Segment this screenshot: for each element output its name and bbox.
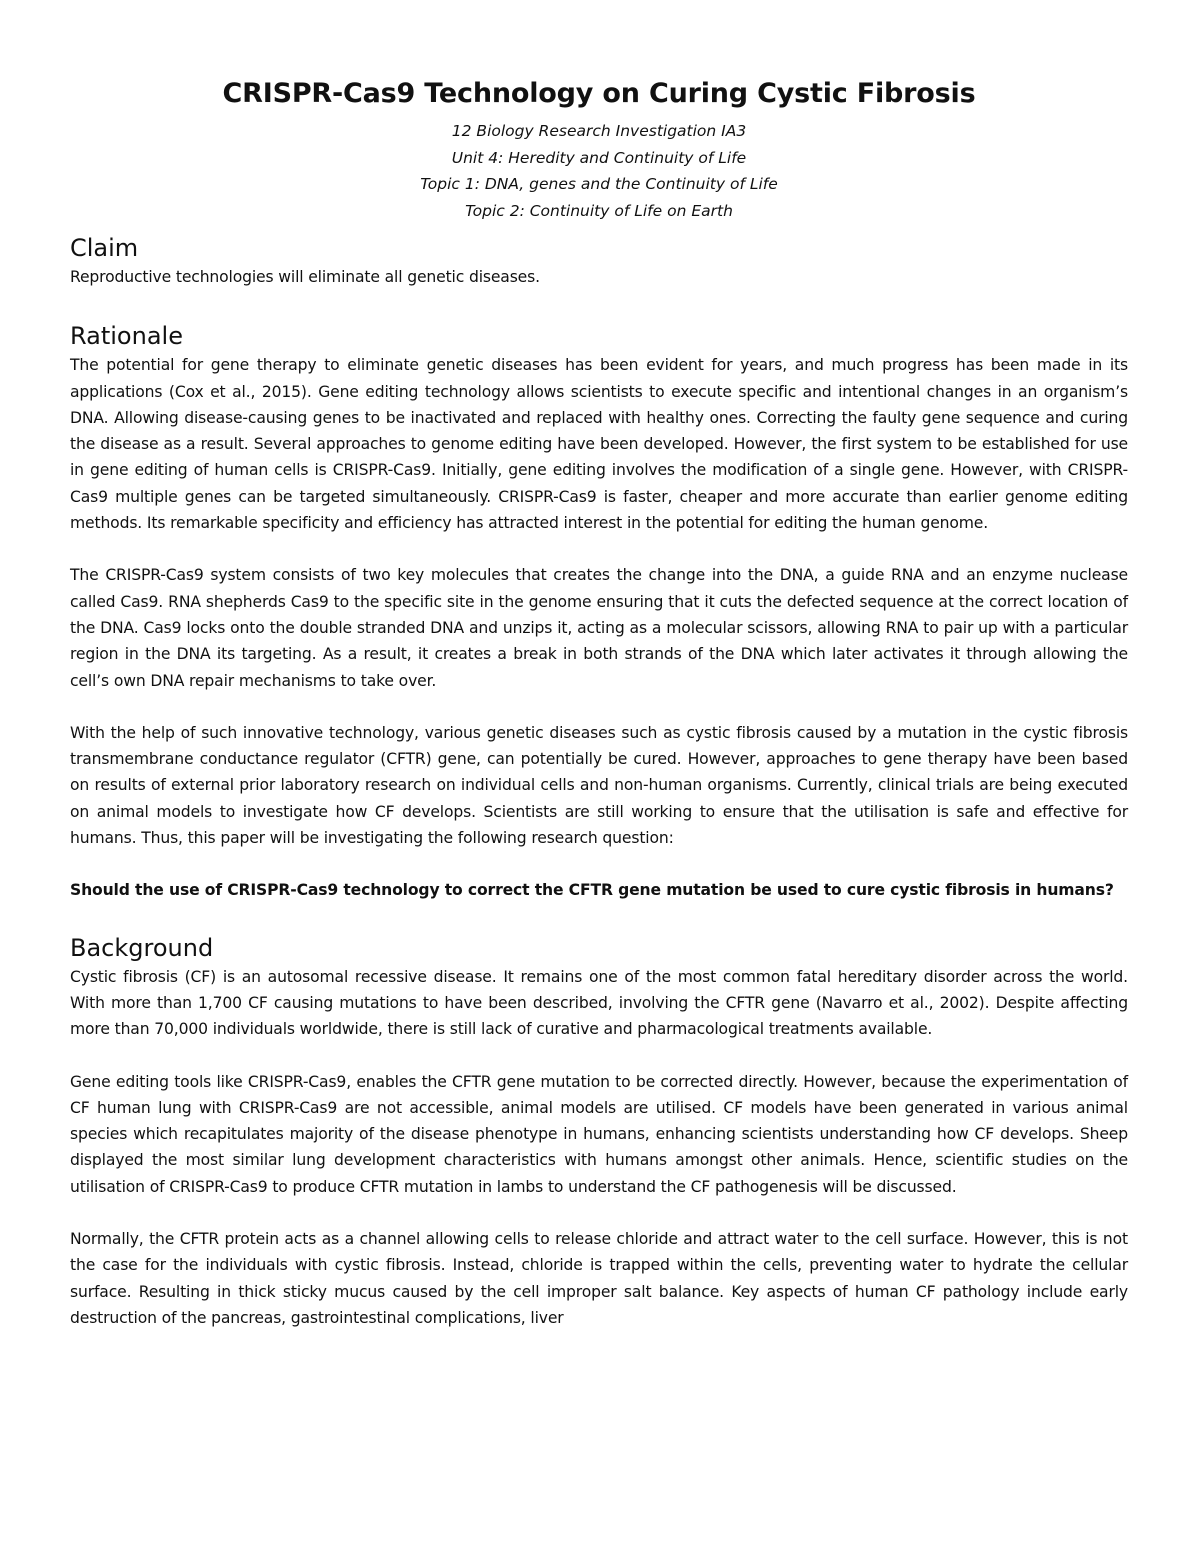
claim-text: Reproductive technologies will eliminate all genetic diseases. <box>70 268 540 286</box>
document-title: CRISPR-Cas9 Technology on Curing Cystic Fibrosis <box>222 78 976 109</box>
subtitle-topic-1: Topic 1: DNA, genes and the Continuity of Life <box>420 175 778 193</box>
background-paragraph-2: Gene editing tools like CRISPR-Cas9, enables the CFTR gene mutation to be corrected directly. However, because the experimentation of CF human lung with CRISPR-Cas9 are not accessible, animal models are utilised. CF models have been generated in various animal species which recapitulates majority of the disease phenotype in humans, enhancing scientists understanding how CF develops. Sheep displayed the most similar lung development characteristics with humans amongst other animals. Hence, scientific studies on the utilisation of CRISPR-Cas9 to produce CFTR mutation in lambs to understand the CF pathogenesis will be discussed. <box>70 1072 1128 1196</box>
rationale-paragraph-1: The potential for gene therapy to eliminate genetic diseases has been evident for years, and much progress has been made in its applications (Cox et al., 2015). Gene editing technology allows scientists to execute specific and intentional changes in an organism’s DNA. Allowing disease-causing genes to be inactivated and replaced with healthy ones. Correcting the faulty gene sequence and curing the disease as a result. Several approaches to genome editing have been developed. However, the first system to be established for use in gene editing of human cells is CRISPR-Cas9. Initially, gene editing involves the modification of a single gene. However, with CRISPR-Cas9 multiple genes can be targeted simultaneously. CRISPR-Cas9 is faster, cheaper and more accurate than earlier genome editing methods. Its remarkable specificity and efficiency has attracted interest in the potential for editing the human genome. <box>70 356 1128 533</box>
background-heading: Background <box>70 933 214 962</box>
background-paragraph-3: Normally, the CFTR protein acts as a channel allowing cells to release chloride and attract water to the cell surface. However, this is not the case for the individuals with cystic fibrosis. Instead, chloride is trapped within the cells, preventing water to hydrate the cellular surface. Resulting in thick sticky mucus caused by the cell improper salt balance. Key aspects of human CF pathology include early destruction of the pancreas, gastrointestinal complications, liver <box>70 1230 1128 1327</box>
subtitle-unit: Unit 4: Heredity and Continuity of Life <box>451 148 747 167</box>
claim-heading: Claim <box>70 234 139 262</box>
rationale-heading: Rationale <box>70 322 183 351</box>
rationale-paragraph-3: With the help of such innovative technology, various genetic diseases such as cystic fibrosis caused by a mutation in the cystic fibrosis transmembrane conductance regulator (CFTR) gene, can potentially be cured. However, approaches to gene therapy have been based on results of external prior laboratory research on individual cells and non-human organisms. Currently, clinical trials are being executed on animal models to investigate how CF develops. Scientists are still working to ensure that the utilisation is safe and effective for humans. Thus, this paper will be investigating the following research question: <box>70 723 1128 848</box>
background-paragraph-1: Cystic fibrosis (CF) is an autosomal recessive disease. It remains one of the most common fatal hereditary disorder across the world. With more than 1,700 CF causing mutations to have been described, involving the CFTR gene (Navarro et al., 2002). Despite affecting more than 70,000 individuals worldwide, there is still lack of curative and pharmacological treatments available. <box>70 967 1128 1039</box>
rationale-paragraph-2: The CRISPR-Cas9 system consists of two key molecules that creates the change into the DNA, a guide RNA and an enzyme nuclease called Cas9. RNA shepherds Cas9 to the specific site in the genome ensuring that it cuts the defected sequence at the correct location of the DNA. Cas9 locks onto the double stranded DNA and unzips it, acting as a molecular scissors, allowing RNA to pair up with a particular region in the DNA its targeting. As a result, it creates a break in both strands of the DNA which later activates it through allowing the cell’s own DNA repair mechanisms to take over. <box>70 566 1128 690</box>
research-question: Should the use of CRISPR-Cas9 technology to correct the CFTR gene mutation be used to cure cystic fibrosis in humans? <box>70 881 1114 900</box>
subtitle-course: 12 Biology Research Investigation IA3 <box>451 122 747 140</box>
document-page <box>70 74 1128 1331</box>
subtitle-topic-2: Topic 2: Continuity of Life on Earth <box>465 201 733 220</box>
